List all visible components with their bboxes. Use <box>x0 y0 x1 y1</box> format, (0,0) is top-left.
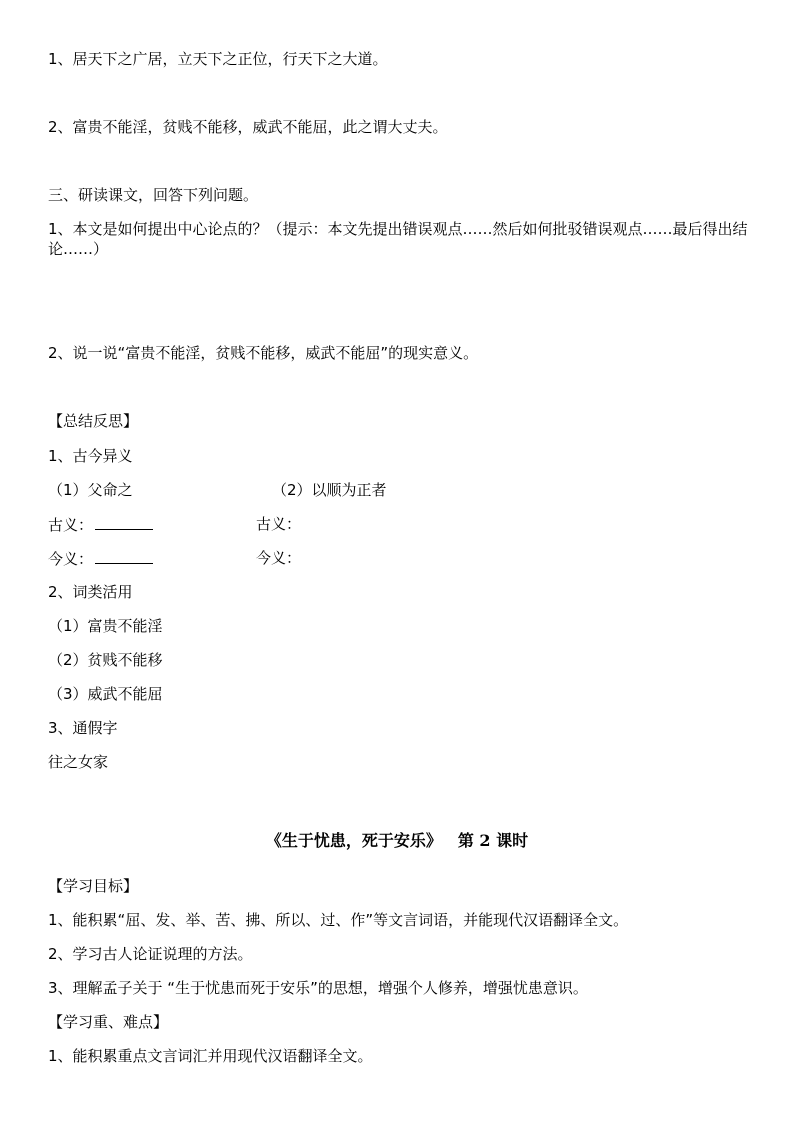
tongjia-label: 3、通假字 <box>48 719 118 737</box>
question-1: 1、本文是如何提出中心论点的？（提示：本文先提出错误观点……然后如何批驳错误观点……最后得出结论……） <box>48 220 748 258</box>
tongjia-item: 往之女家 <box>48 753 109 771</box>
word-class-item-1: （1）富贵不能淫 <box>48 617 163 635</box>
modern-meaning-label: 今义： <box>48 550 94 568</box>
item-2: 2、富贵不能淫，贫贱不能移，威武不能屈，此之谓大丈夫。 <box>48 118 448 136</box>
goal-1: 1、能积累“屈、发、举、苦、拂、所以、过、作”等文言词语，并能现代汉语翻译全文。 <box>48 911 629 929</box>
modern-meaning-row-1 <box>48 548 153 569</box>
answer-blank[interactable] <box>95 548 153 564</box>
ancient-modern-label: 1、古今异义 <box>48 447 133 465</box>
modern-meaning-label: 今义： <box>256 549 302 567</box>
word-class-label: 2、词类活用 <box>48 583 133 601</box>
ancient-meaning-row-2 <box>256 514 301 534</box>
key-points-heading: 【学习重、难点】 <box>48 1013 169 1031</box>
ancient-modern-item-2: （2）以顺为正者 <box>272 481 387 499</box>
lesson-title-session: 第 2 课时 <box>457 831 529 850</box>
key-point-1: 1、能积累重点文言词汇并用现代汉语翻译全文。 <box>48 1047 373 1065</box>
section-heading: 三、研读课文，回答下列问题。 <box>48 186 259 204</box>
ancient-meaning-label: 古义： <box>256 515 302 533</box>
lesson-title <box>0 830 794 852</box>
lesson-title-main: 《生于忧患，死于安乐》 <box>265 831 442 850</box>
summary-heading: 【总结反思】 <box>48 412 139 430</box>
ancient-meaning-label: 古义： <box>48 516 94 534</box>
goals-heading: 【学习目标】 <box>48 877 139 895</box>
goal-2: 2、学习古人论证说理的方法。 <box>48 945 253 963</box>
answer-blank[interactable] <box>95 514 153 530</box>
word-class-item-3: （3）威武不能屈 <box>48 685 163 703</box>
question-2: 2、说一说“富贵不能淫，贫贱不能移，威武不能屈”的现实意义。 <box>48 344 479 362</box>
modern-meaning-row-2 <box>256 548 301 568</box>
item-1: 1、居天下之广居，立天下之正位，行天下之大道。 <box>48 50 388 68</box>
word-class-item-2: （2）贫贱不能移 <box>48 651 163 669</box>
ancient-meaning-row-1 <box>48 514 153 535</box>
ancient-modern-item-1: （1）父命之 <box>48 481 133 499</box>
goal-3: 3、理解孟子关于 “生于忧患而死于安乐”的思想，增强个人修养，增强忧患意识。 <box>48 979 588 997</box>
